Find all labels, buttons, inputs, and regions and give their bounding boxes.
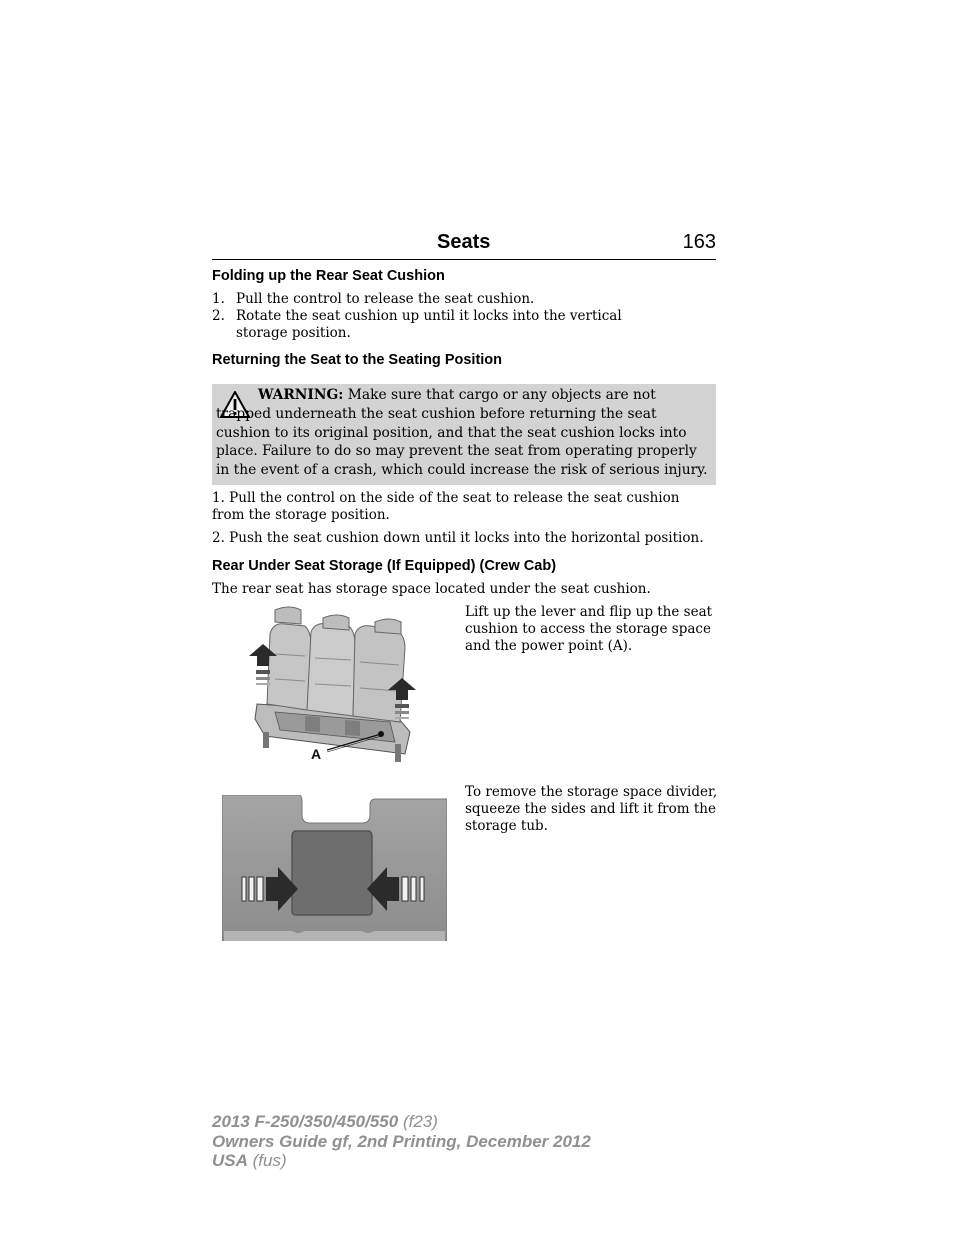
warning-box <box>212 384 716 485</box>
list-item: 1. Pull the control to release the seat cushion. <box>212 291 535 307</box>
list-item: 2. Rotate the seat cushion up until it locks into the vertical storage position. <box>212 308 622 341</box>
section-title: Seats <box>437 231 491 253</box>
warning-text <box>216 386 710 480</box>
figure-1-caption: Lift up the lever and flip up the seat cushion to access the storage space and the power point (A). <box>465 604 713 654</box>
heading-returning-seat: Returning the Seat to the Seating Position <box>212 352 503 368</box>
warning-body: Make sure that cargo or any objects are not trapped underneath the seat cushion before returning the seat cushion to its original position, and that the seat cushion locks into place. Failure to do so may prevent the seat from operating properly in the event of a crash, which could increase the risk of serious injury. <box>216 387 708 479</box>
figure-2-caption: To remove the storage space divider, squeeze the sides and lift it from the storage tub. <box>465 784 718 834</box>
paragraph-storage-intro: The rear seat has storage space located under the seat cushion. <box>212 581 651 597</box>
page-header <box>212 229 716 260</box>
heading-folding-up: Folding up the Rear Seat Cushion <box>212 268 445 284</box>
page-footer: 2013 F-250/350/450/550 (f23) Owners Guide gf, 2nd Printing, December 2012 USA (fus) <box>212 1112 591 1170</box>
paragraph-step-2: 2. Push the seat cushion down until it locks into the horizontal position. <box>212 530 704 546</box>
paragraph-step-1: 1. Pull the control on the side of the seat to release the seat cushion from the storage position. <box>212 490 680 523</box>
rear-seat-storage-illustration <box>245 604 425 770</box>
callout-label-a: A <box>311 746 322 762</box>
storage-divider-illustration <box>222 795 447 941</box>
heading-under-seat-storage: Rear Under Seat Storage (If Equipped) (Crew Cab) <box>212 558 557 574</box>
page-number: 163 <box>682 231 716 253</box>
warning-label: WARNING: <box>258 387 344 403</box>
